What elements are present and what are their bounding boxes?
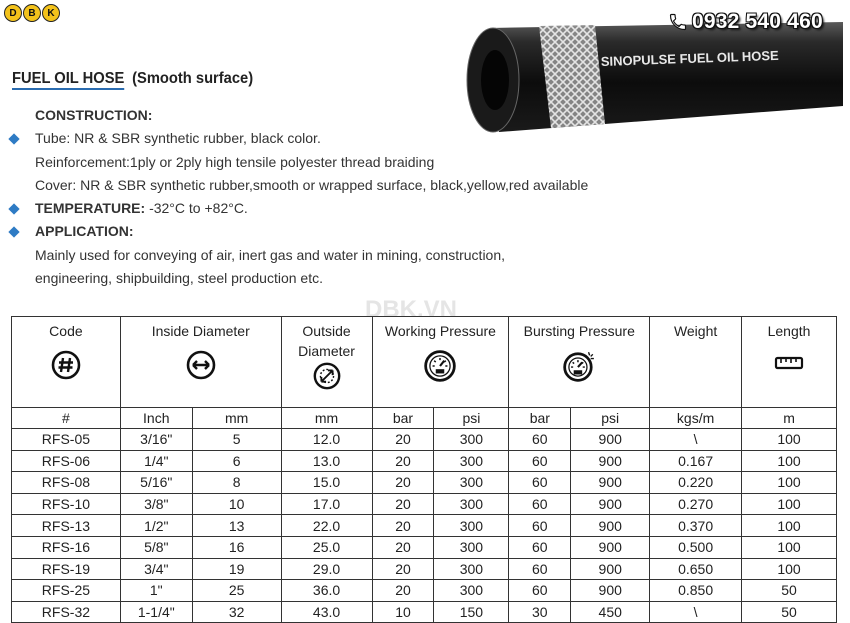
table-cell: 100: [742, 536, 837, 558]
application-line-1-row: [8, 244, 588, 267]
table-cell: RFS-13: [12, 515, 121, 537]
table-cell: 3/8": [120, 493, 192, 515]
application-heading-row: [8, 220, 588, 243]
table-row: [12, 450, 837, 472]
cover-row: [8, 174, 588, 197]
watermark: DBK.VN: [365, 296, 458, 323]
table-cell: 0.500: [650, 536, 742, 558]
table-cell: 36.0: [281, 580, 372, 602]
table-cell: 22.0: [281, 515, 372, 537]
table-cell: 1/4": [120, 450, 192, 472]
table-cell: \: [650, 601, 742, 623]
table-cell: 19: [192, 558, 281, 580]
table-cell: 0.220: [650, 472, 742, 494]
table-cell: 100: [742, 429, 837, 451]
table-cell: 20: [372, 515, 434, 537]
table-cell: 1": [120, 580, 192, 602]
spec-table-body: [12, 429, 837, 623]
table-cell: 300: [434, 472, 509, 494]
spec-table: [11, 316, 837, 623]
table-cell: 100: [742, 450, 837, 472]
unit-cell: kgs/m: [650, 408, 742, 429]
logo-letter: B: [23, 4, 41, 22]
table-cell: 300: [434, 450, 509, 472]
header-outside-diameter-label-1: Outside: [302, 323, 351, 339]
logo-letter: D: [4, 4, 22, 22]
table-cell: 300: [434, 558, 509, 580]
table-cell: 12.0: [281, 429, 372, 451]
header-outside-diameter: [281, 317, 372, 408]
table-cell: 20: [372, 536, 434, 558]
table-cell: 6: [192, 450, 281, 472]
application-line-1: Mainly used for conveying of air, inert gas and water in mining, construction,: [35, 246, 506, 263]
hash-icon: [50, 349, 82, 381]
table-cell: 10: [192, 493, 281, 515]
header-bursting-pressure: [509, 317, 650, 408]
table-cell: RFS-05: [12, 429, 121, 451]
diamond-bullet-icon: [8, 226, 19, 237]
header-length: [742, 317, 837, 408]
table-cell: 1-1/4": [120, 601, 192, 623]
table-cell: 5/8": [120, 536, 192, 558]
table-cell: 20: [372, 580, 434, 602]
table-cell: 60: [509, 558, 571, 580]
table-cell: RFS-19: [12, 558, 121, 580]
table-cell: 10: [372, 601, 434, 623]
table-cell: 100: [742, 472, 837, 494]
table-cell: 60: [509, 580, 571, 602]
table-cell: 900: [571, 429, 650, 451]
burst-gauge-icon: [562, 349, 596, 383]
title-main: FUEL OIL HOSE: [12, 70, 124, 90]
table-cell: 60: [509, 472, 571, 494]
table-cell: 20: [372, 429, 434, 451]
unit-cell: m: [742, 408, 837, 429]
hose-label: SINOPULSE FUEL OIL HOSE: [600, 47, 779, 69]
construction-heading: CONSTRUCTION:: [35, 107, 153, 123]
unit-cell: bar: [509, 408, 571, 429]
temperature-label: TEMPERATURE:: [35, 200, 146, 217]
table-cell: 1/2": [120, 515, 192, 537]
table-cell: 900: [571, 536, 650, 558]
table-cell: 0.167: [650, 450, 742, 472]
table-cell: 300: [434, 429, 509, 451]
table-cell: 50: [742, 580, 837, 602]
table-cell: 50: [742, 601, 837, 623]
table-cell: 15.0: [281, 472, 372, 494]
table-cell: RFS-06: [12, 450, 121, 472]
diameter-icon: [185, 349, 217, 381]
table-cell: 20: [372, 493, 434, 515]
unit-cell: mm: [281, 408, 372, 429]
application-line-2-row: [8, 267, 588, 290]
table-cell: RFS-08: [12, 472, 121, 494]
table-cell: 25.0: [281, 536, 372, 558]
header-inside-diameter: [120, 317, 281, 408]
table-cell: 32: [192, 601, 281, 623]
construction-cover: Cover: NR & SBR synthetic rubber,smooth or wrapped surface, black,yellow,red available: [35, 176, 589, 193]
table-cell: RFS-10: [12, 493, 121, 515]
table-cell: 0.650: [650, 558, 742, 580]
unit-cell: Inch: [120, 408, 192, 429]
temperature-value: -32°C to +82°C.: [145, 200, 248, 217]
table-cell: 8: [192, 472, 281, 494]
table-cell: 60: [509, 515, 571, 537]
table-cell: 20: [372, 450, 434, 472]
header-inside-diameter-label: Inside Diameter: [151, 323, 250, 339]
header-working-pressure: [372, 317, 509, 408]
table-cell: 60: [509, 536, 571, 558]
title-sub: (Smooth surface): [132, 70, 254, 87]
table-cell: 30: [509, 601, 571, 623]
phone-icon: [668, 12, 688, 32]
table-cell: \: [650, 429, 742, 451]
reinforcement-row: [8, 151, 588, 174]
table-cell: 25: [192, 580, 281, 602]
table-cell: RFS-25: [12, 580, 121, 602]
unit-cell: mm: [192, 408, 281, 429]
table-cell: 29.0: [281, 558, 372, 580]
header-row: [12, 317, 837, 408]
table-cell: 0.270: [650, 493, 742, 515]
table-cell: 16: [192, 536, 281, 558]
header-code-label: Code: [49, 323, 83, 339]
table-row: [12, 558, 837, 580]
application-line-2: engineering, shipbuilding, steel production etc.: [35, 270, 323, 287]
table-cell: 900: [571, 580, 650, 602]
table-cell: RFS-16: [12, 536, 121, 558]
table-cell: 0.850: [650, 580, 742, 602]
outside-diameter-icon: [312, 361, 342, 391]
table-cell: 5/16": [120, 472, 192, 494]
table-cell: 900: [571, 515, 650, 537]
table-cell: 900: [571, 558, 650, 580]
table-cell: 300: [434, 536, 509, 558]
brand-logo: [4, 4, 60, 22]
diamond-bullet-icon: [8, 203, 19, 214]
header-weight-label: Weight: [673, 323, 718, 339]
unit-cell: psi: [571, 408, 650, 429]
phone-contact[interactable]: [668, 10, 823, 34]
table-row: [12, 536, 837, 558]
table-cell: 450: [571, 601, 650, 623]
header-bursting-pressure-label: Bursting Pressure: [523, 323, 635, 339]
table-cell: 5: [192, 429, 281, 451]
table-cell: 17.0: [281, 493, 372, 515]
diamond-bullet-icon: [8, 133, 19, 144]
logo-letter: K: [42, 4, 60, 22]
table-cell: RFS-32: [12, 601, 121, 623]
table-cell: 13: [192, 515, 281, 537]
unit-cell: #: [12, 408, 121, 429]
application-heading: APPLICATION:: [35, 223, 134, 240]
table-cell: 3/16": [120, 429, 192, 451]
table-cell: 100: [742, 558, 837, 580]
unit-cell: psi: [434, 408, 509, 429]
table-cell: 300: [434, 493, 509, 515]
table-cell: 900: [571, 472, 650, 494]
table-cell: 20: [372, 472, 434, 494]
table-cell: 20: [372, 558, 434, 580]
table-row: [12, 493, 837, 515]
phone-number[interactable]: 0932 540 460: [692, 10, 823, 33]
header-length-label: Length: [767, 323, 811, 339]
table-cell: 43.0: [281, 601, 372, 623]
units-row: [12, 408, 837, 429]
header-weight: [650, 317, 742, 408]
table-cell: 60: [509, 450, 571, 472]
table-cell: 100: [742, 493, 837, 515]
table-cell: 13.0: [281, 450, 372, 472]
header-outside-diameter-label-2: Diameter: [298, 343, 355, 359]
table-cell: 0.370: [650, 515, 742, 537]
table-cell: 3/4": [120, 558, 192, 580]
table-cell: 900: [571, 450, 650, 472]
temperature-row: [8, 197, 588, 220]
unit-cell: bar: [372, 408, 434, 429]
table-row: [12, 580, 837, 602]
page-title: [12, 70, 253, 88]
table-row: [12, 472, 837, 494]
ruler-icon: [774, 353, 804, 373]
header-code: [12, 317, 121, 408]
table-cell: 60: [509, 429, 571, 451]
table-row: [12, 429, 837, 451]
construction-tube: Tube: NR & SBR synthetic rubber, black color.: [35, 130, 321, 147]
gauge-icon: [423, 349, 457, 383]
table-cell: 300: [434, 515, 509, 537]
construction-reinforcement: Reinforcement:1ply or 2ply high tensile polyester thread braiding: [35, 153, 435, 170]
table-cell: 60: [509, 493, 571, 515]
table-row: [12, 601, 837, 623]
table-cell: 900: [571, 493, 650, 515]
table-cell: 100: [742, 515, 837, 537]
table-cell: 150: [434, 601, 509, 623]
header-working-pressure-label: Working Pressure: [384, 323, 496, 339]
table-cell: 300: [434, 580, 509, 602]
table-row: [12, 515, 837, 537]
